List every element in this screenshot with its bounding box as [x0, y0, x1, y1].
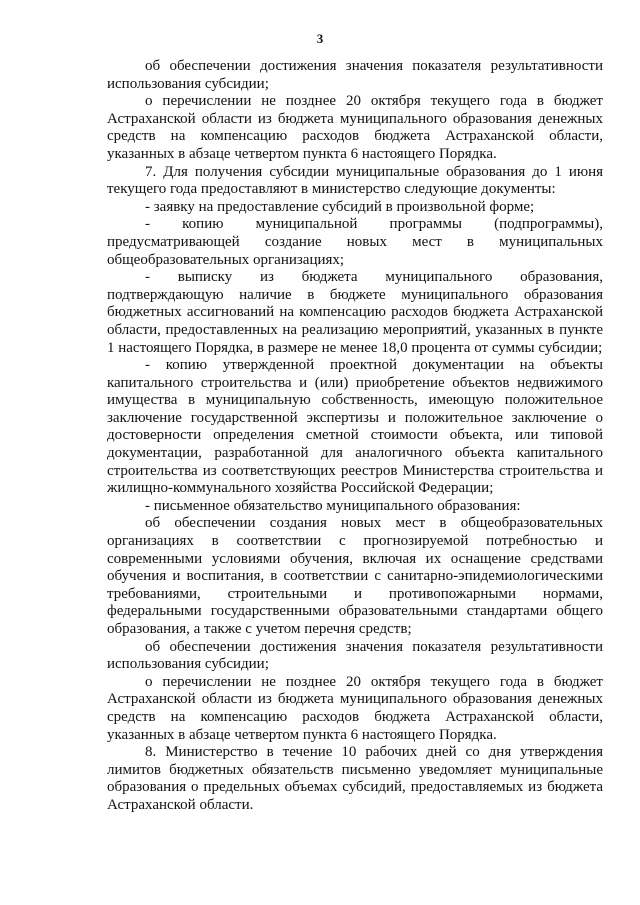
paragraph-item-7: 7. Для получения субсидии муниципальные образования до 1 июня текущего года предоставляют в министерство следующие документы: [107, 163, 603, 198]
list-item-written-obligation: - письменное обязательство муниципального образования: [145, 497, 521, 514]
list-item-program-copy: - копию муниципальной программы (подпрограммы), предусматривающей создание новых мест в муниципальных общеобразовательных организациях; [107, 216, 603, 268]
list-item-project-documentation: - копию утвержденной проектной документации на объекты капитального строительства и (или) приобретение объектов недвижимого имущества в муниципальную собственность, имеющую положительное заключение государственной экспертизы и положительное заключение о достоверности определения сметной стоимости объекта, или типовой документации, разработанной для аналогичного объекта капитального строительства из соответствующих реестров Министерства строительства и жилищно-коммунального хозяйства Российской Федерации; [107, 357, 603, 497]
paragraph-result-indicator-2: об обеспечении достижения значения показателя результативности использования субсидии; [107, 638, 603, 673]
paragraph-item-8: 8. Министерство в течение 10 рабочих дней со дня утверждения лимитов бюджетных обязательств письменно уведомляет муниципальные образования о предельных объемах субсидий, предоставляемых из бюджета Астраханской области. [107, 744, 603, 813]
document-body [107, 58, 603, 815]
paragraph-result-indicator: об обеспечении достижения значения показателя результативности использования субсидии; [107, 58, 603, 92]
paragraph-new-places: об обеспечении создания новых мест в общеобразовательных организациях в соответствии с прогнозируемой потребностью и современными условиями обучения, включая их оснащение средствами обучения и воспитания, в соответствии с санитарно-эпидемиологическими требованиями, строительными и противопожарными нормами, федеральными государственными образовательными стандартами общего образования, а также с учетом перечня средств; [107, 515, 603, 637]
paragraph-funds-transfer: о перечислении не позднее 20 октября текущего года в бюджет Астраханской области из бюджета муниципального образования денежных средств на компенсацию расходов бюджета Астраханской области, указанных в абзаце четвертом пункта 6 настоящего Порядка. [107, 93, 603, 162]
paragraph-funds-transfer-2: о перечислении не позднее 20 октября текущего года в бюджет Астраханской области из бюджета муниципального образования денежных средств на компенсацию расходов бюджета Астраханской области, указанных в абзаце четвертом пункта 6 настоящего Порядка. [107, 673, 603, 743]
list-item-budget-extract: - выписку из бюджета муниципального образования, подтверждающую наличие в бюджете муниципального образования бюджетных ассигнований на компенсацию расходов бюджета Астраханской области, предоставленных на реализацию мероприятий, указанных в пункте 1 настоящего Порядка, в размере не менее 18,0 процента от суммы субсидии; [107, 269, 603, 356]
page-number: 3 [316, 31, 324, 46]
list-item-application: - заявку на предоставление субсидий в произвольной форме; [145, 198, 535, 215]
